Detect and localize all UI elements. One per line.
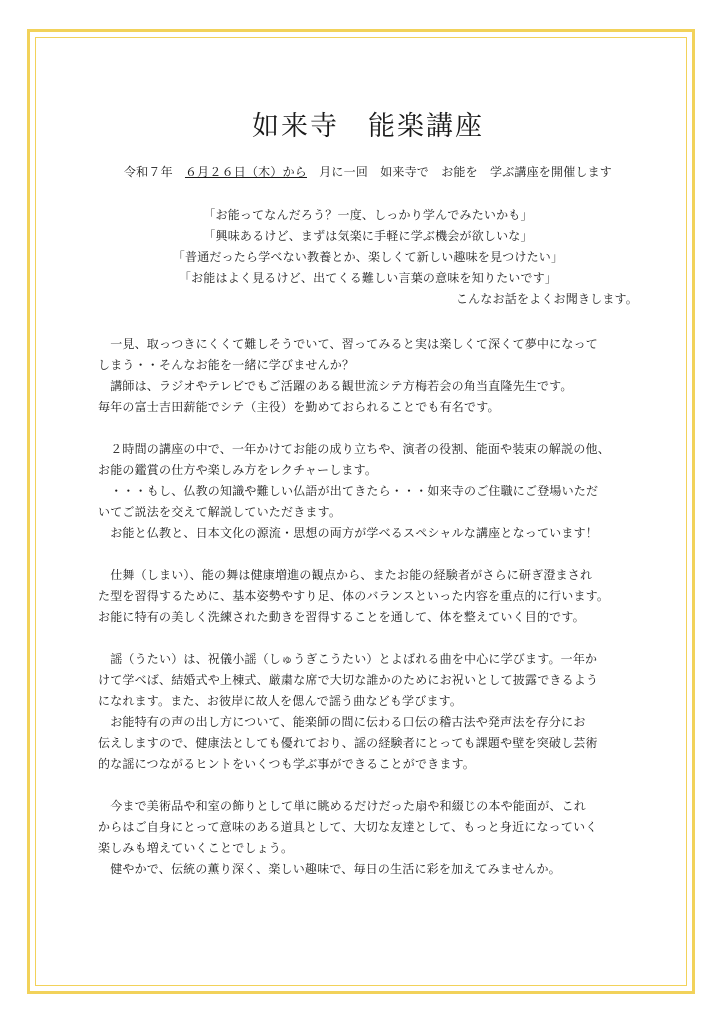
paragraph-line: しまう・・そんなお能を一緒に学びませんか？ xyxy=(98,358,355,372)
quote-line: 「興味あるけど、まずは気楽に手軽に学ぶ機会が欲しいな」 xyxy=(203,229,533,243)
page-title: 如来寺 能楽講座 xyxy=(252,111,484,142)
paragraph-line: 今まで美術品や和室の飾りとして単に眺めるだけだった扇や和綴じの本や能面が、これ xyxy=(98,799,587,813)
start-date: ６月２６日（木）から xyxy=(184,165,307,179)
paragraph-line: 的な謡につながるヒントをいくつも学ぶ事ができることができます。 xyxy=(98,757,476,771)
paragraph-line: ・・・もし、仏教の知識や難しい仏語が出てきたら・・・如来寺のご住職にご登場いただ xyxy=(98,484,599,498)
paragraph-line: になれます。また、お彼岸に故人を偲んで謡う曲なども学びます。 xyxy=(98,694,463,708)
paragraph-line: た型を習得するために、基本姿勢やすり足、体のバランスといった内容を重点的に行います。 xyxy=(98,589,610,603)
paragraph-line: 健やかで、伝統の薫り深く、楽しい趣味で、毎日の生活に彩を加えてみませんか。 xyxy=(98,862,561,876)
paragraph-line: 謡（うたい）は、祝儀小謡（しゅうぎこうたい）とよばれる曲を中心に学びます。一年か xyxy=(98,652,598,666)
paragraph-line: 一見、取っつきにくくて難しそうでいて、習ってみると実は楽しくて深くて夢中になって xyxy=(98,337,598,351)
quote-line: 「お能ってなんだろう？一度、しっかり学んでみたいかも」 xyxy=(203,208,533,222)
paragraph-line: 講師は、ラジオやテレビでもご活躍のある観世流シテ方梅若会の角当直隆先生です。 xyxy=(98,379,573,393)
paragraph-line: いてご説法を交えて解説していただきます。 xyxy=(98,505,342,519)
paragraph-line: 楽しみも増えていくことでしょう。 xyxy=(98,841,294,855)
quote-list xyxy=(98,205,638,289)
paragraph-line: けて学べば、結婚式や上棟式、厳粛な席で大切な誰かのためにお祝いとして披露できるよう xyxy=(98,673,599,687)
paragraph-line: 伝えしますので、健康法としても優れており、謡の経験者にとっても課題や壁を突破し芸術 xyxy=(98,736,598,750)
paragraph-line: 仕舞（しまい）、能の舞は健康増進の観点から、またお能の経験者がさらに研ぎ澄まされ xyxy=(98,568,593,582)
paragraph-line: お能に特有の美しく洗練された動きを習得することを通して、体を整えていく目的です。 xyxy=(98,610,585,624)
paragraph-line: からはご自身にとって意味のある道具として、大切な友達として、もっと身近になっていく xyxy=(98,820,598,834)
intro-line xyxy=(98,162,638,183)
flyer-content xyxy=(98,110,638,901)
paragraph-line: お能の鑑賞の仕方や楽しみ方をレクチャーします。 xyxy=(98,463,378,477)
quote-line: 「普通だったら学べない教養とか、楽しくて新しい趣味を見つけたい」 xyxy=(172,250,564,264)
paragraph-line: お能特有の声の出し方について、能楽師の間に伝わる口伝の稽古法や発声法を存分にお xyxy=(98,715,586,729)
paragraph-shimai xyxy=(98,565,638,628)
quotes-closing: こんなお話をよくお聞きします。 xyxy=(455,292,638,306)
intro-prefix: 令和７年 xyxy=(123,165,185,179)
paragraph-line: 毎年の富士吉田薪能でシテ（主役）を勤めておられることでも有名です。 xyxy=(98,400,500,414)
paragraph-line: ２時間の講座の中で、一年かけてお能の成り立ちや、演者の役割、能面や装束の解説の他、 xyxy=(98,442,610,456)
paragraph-instructor xyxy=(98,334,638,418)
intro-suffix: 月に一回 如来寺で お能を 学ぶ講座を開催します xyxy=(307,165,613,179)
paragraph-utai xyxy=(98,649,638,775)
paragraph-course-content xyxy=(98,439,638,544)
quote-line: 「お能はよく見るけど、出てくる難しい言葉の意味を知りたいです」 xyxy=(178,271,558,285)
paragraph-closing xyxy=(98,796,638,880)
paragraph-line: お能と仏教と、日本文化の源流・思想の両方が学べるスペシャルな講座となっています！ xyxy=(98,526,598,540)
